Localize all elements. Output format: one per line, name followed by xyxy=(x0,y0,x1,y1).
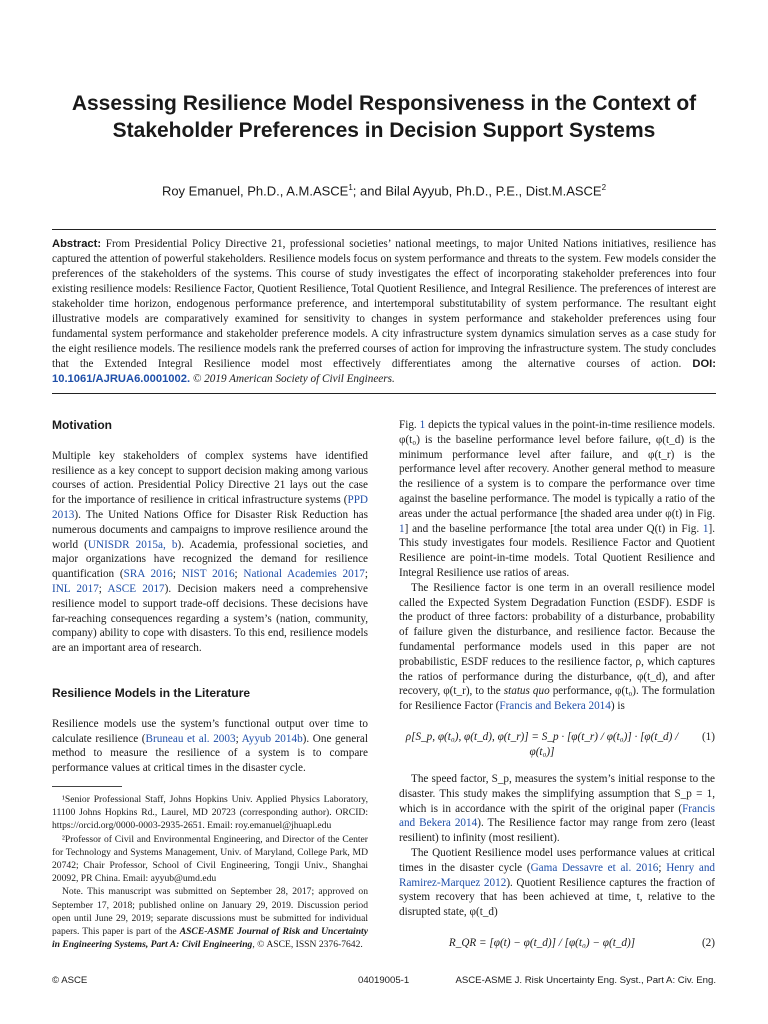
text-span: Resilience models use the system’s functional output over time to calculate resilience ( xyxy=(52,717,368,745)
author-2: Bilal Ayyub, Ph.D., P.E., Dist.M.ASCE xyxy=(385,183,602,199)
equation-1 xyxy=(399,724,715,758)
ref-national-academies[interactable]: National Academies 2017 xyxy=(243,568,365,581)
speed-factor-paragraph xyxy=(399,772,715,846)
ref-henry-ramirez[interactable]: Henry and Ramirez-Marquez 2012 xyxy=(399,861,716,889)
text-span: ; xyxy=(172,568,182,581)
text-span: ]. This study investigates four models. Resilience Factor and Quotient Resilience are point-in-time models. Total Quotient Resilience and Integral Resilience use ratios of areas. xyxy=(399,522,715,579)
footnote-divider xyxy=(52,786,122,787)
equation-1-number: (1) xyxy=(701,730,715,743)
ref-sra-2016[interactable]: SRA 2016 xyxy=(123,568,173,581)
text-span: ; xyxy=(235,732,242,745)
ref-bruneau-2003[interactable]: Bruneau et al. 2003 xyxy=(145,732,236,745)
text-span: ). The United Nations Office for Disaster Risk Reduction has numerous documents and campaigns to improve resilience around the world ( xyxy=(52,508,368,551)
text-span: Note. This manuscript was submitted on September 28, 2017; approved on September 17, 2018; published online on January 29, 2019. Discussion period open until June 29, 2019; separate discussions must be submitted for individual papers. This paper is part of the xyxy=(52,886,368,937)
text-span: ; xyxy=(98,582,108,595)
ref-ppd-2013[interactable]: PPD 2013 xyxy=(52,494,368,521)
text-span: The speed factor, S_p, measures the system’s initial response to the disaster. This study makes the simplifying assumption that S_p = 1, which is in accordance with the spirit of the original paper ( xyxy=(399,772,715,815)
text-span: ). One general method to measure the resilience of a system is to compare performance values at critical times in the disaster cycle. xyxy=(52,732,368,775)
text-span: The Quotient Resilience model uses performance values at critical times in the disaster cycle ( xyxy=(399,846,715,874)
text-span: Fig. xyxy=(399,419,420,431)
figure-intro-paragraph xyxy=(399,418,715,581)
models-paragraph xyxy=(52,717,368,776)
author-separator: ; and xyxy=(352,183,386,199)
heading-resilience-models: Resilience Models in the Literature xyxy=(52,685,251,700)
author-1: Roy Emanuel, Ph.D., A.M.ASCE xyxy=(161,183,349,199)
doi-label: DOI: xyxy=(692,358,717,370)
motivation-paragraph xyxy=(52,449,368,656)
text-span: ; xyxy=(658,861,667,874)
footnote-2: ²Professor of Civil and Environmental Engineering, and Director of the Center for Technology and Systems Management, Univ. of Maryland, College Park, MD 20742; Chair Professor, School of Civil Engineering, Tongji Univ., Shanghai 20092, PR China. Email: ayyub@umd.edu xyxy=(52,833,368,885)
text-span: ). Decision makers need a comprehensive resilience model to support trade-off decisions. These decisions have far-reaching consequences regarding a system’s (nation, community, company) ability to cope with disasters. To this end, resilience models are an important area of research. xyxy=(52,582,368,655)
ref-inl-2017[interactable]: INL 2017 xyxy=(52,582,99,595)
author-1-affil: 1 xyxy=(348,183,353,192)
text-span: Multiple key stakeholders of complex systems have identified resilience as a key concept to support decision making among various courses of action. Presidential Policy Directive 21 lays out the case for the importance of resilience in critical infrastructure systems ( xyxy=(52,449,368,507)
ref-ayyub-2014b[interactable]: Ayyub 2014b xyxy=(241,732,303,745)
abstract-copyright: © 2019 American Society of Civil Engineers. xyxy=(192,373,395,385)
manuscript-note xyxy=(52,885,368,951)
emphasis-text: status quo xyxy=(503,685,550,698)
ref-francis-bekera[interactable]: Francis and Bekera 2014 xyxy=(399,802,715,830)
journal-name: ASCE-ASME Journal of Risk and Uncertainty in Engineering Systems, Part A: Civil Engineering xyxy=(52,925,368,951)
left-column xyxy=(52,418,368,951)
text-span: , © ASCE, ISSN 2376-7642. xyxy=(252,939,363,951)
equation-1-body: ρ[S_p, φ(t₀), φ(t_d), φ(t_r)] = S_p · [φ(t_r) / φ(t₀)] · [φ(t_d) / φ(t₀)] xyxy=(405,730,679,758)
text-span: performance, φ(t₀). The formulation for Resilience Factor ( xyxy=(399,685,715,713)
text-span: ). The Resilience factor may range from zero (least resilient) to infinity (most resilient). xyxy=(399,817,715,845)
abstract-text: From Presidential Policy Directive 21, professional societies’ national meetings, to major United Nations initiatives, resilience has captured the attention of powerful stakeholders. Resilience models focus on system performance and threats to the system. Few models consider the preferences of the stakeholders of the systems. This course of study investigates the effect of incorporating stakeholder preferences into four existing resilience models: Resilience Factor, Quotient Resilience, Total Quotient Resilience, and Integral Resilience. The preferences of interest are stakeholder time horizon, endogenous performance preference, and intertemporal substitutability of system performance. The resultant eight illustrative models are comparatively examined for sensitivity to changes in system performance and stakeholder preferences using four fundamental system performance and stakeholder preference models. A city infrastructure system dynamics simulation serves as a case study for the eight resilience models. The resilience models rank the preferred courses of action for improving the infrastructure system. The study concludes that the Extended Integral Resilience model most effectively differentiates among the alternative courses of action. xyxy=(52,238,717,370)
heading-motivation: Motivation xyxy=(52,418,112,432)
equation-2 xyxy=(399,930,715,964)
author-line xyxy=(60,183,708,198)
text-span: depicts the typical values in the point-in-time resilience models. φ(t₀) is the baseline performance level before failure, φ(t_d) is the minimum performance level after failure, and φ(t_r) is the performance level after recovery. Another general method to measure the resilience of a system is to compare the performance over time against the baseline performance. The model is typically a ratio of the areas under the actual performance [the shaded area under φ(t) in Fig. xyxy=(399,419,715,520)
resilience-factor-paragraph xyxy=(399,581,715,714)
text-span: ). Academia, professional societies, and major organizations have recognized the demand for resilience quantification ( xyxy=(52,538,368,581)
equation-2-number: (2) xyxy=(701,936,715,949)
paper-title: Assessing Resilience Model Responsiveness in the Context of Stakeholder Preferences in Decision Support Systems xyxy=(71,92,697,142)
equation-2-body: R_QR = [φ(t) − φ(t_d)] / [φ(t₀) − φ(t_d)] xyxy=(448,936,636,949)
ref-fig-1[interactable]: 1 xyxy=(399,522,405,535)
ref-fig-1[interactable]: 1 xyxy=(702,522,709,535)
ref-fig-1[interactable]: 1 xyxy=(419,419,426,431)
ref-nist-2016[interactable]: NIST 2016 xyxy=(181,568,235,581)
text-span: ; xyxy=(234,568,244,581)
right-column xyxy=(399,418,715,978)
ref-gama-dessavre[interactable]: Gama Dessavre et al. 2016 xyxy=(530,861,659,874)
footer-page-id: 04019005-1 xyxy=(358,975,410,986)
footnote-1: ¹Senior Professional Staff, Johns Hopkins Univ. Applied Physics Laboratory, 11100 Johns Hopkins Rd., Laurel, MD 20723 (corresponding author). ORCID: https://orcid.org/0000-0003-2935-2651. Email: roy.emanuel@jhuapl.edu xyxy=(52,793,368,832)
text-span: ; xyxy=(364,568,368,581)
text-span: ) is xyxy=(610,700,625,713)
abstract-label: Abstract: xyxy=(52,238,102,250)
footer-journal: ASCE-ASME J. Risk Uncertainty Eng. Syst., Part A: Civ. Eng. xyxy=(455,975,716,986)
text-span: ). Quotient Resilience captures the fraction of system recovery that has been achieved at time, t, relative to the disrupted state, φ(t_d) xyxy=(399,876,715,919)
quotient-resilience-paragraph xyxy=(399,846,715,920)
ref-unisdr[interactable]: UNISDR 2015a, b xyxy=(87,538,178,551)
ref-asce-2017[interactable]: ASCE 2017 xyxy=(107,582,165,595)
abstract-block xyxy=(52,229,716,394)
footer-copyright: © ASCE xyxy=(52,975,88,986)
text-span: The Resilience factor is one term in an overall resilience model called the Expected System Degradation Function (ESDF). ESDF is the product of three factors: probability of a disturbance, probability of failure given the disturbance, and resilience factor. Because the fundamental performance models used in this paper are not probabilistic, ESDF reduces to the resilience factor, ρ, which captures the ratios of performance during the disturbance, φ(t_d), and after recovery, φ(t_r), to the xyxy=(399,581,715,698)
text-span: ] and the baseline performance [the total area under Q(t) in Fig. xyxy=(404,522,703,535)
author-2-affil: 2 xyxy=(601,183,607,192)
ref-francis-bekera[interactable]: Francis and Bekera 2014 xyxy=(499,700,611,713)
doi-link[interactable]: 10.1061/AJRUA6.0001002. xyxy=(52,373,191,385)
